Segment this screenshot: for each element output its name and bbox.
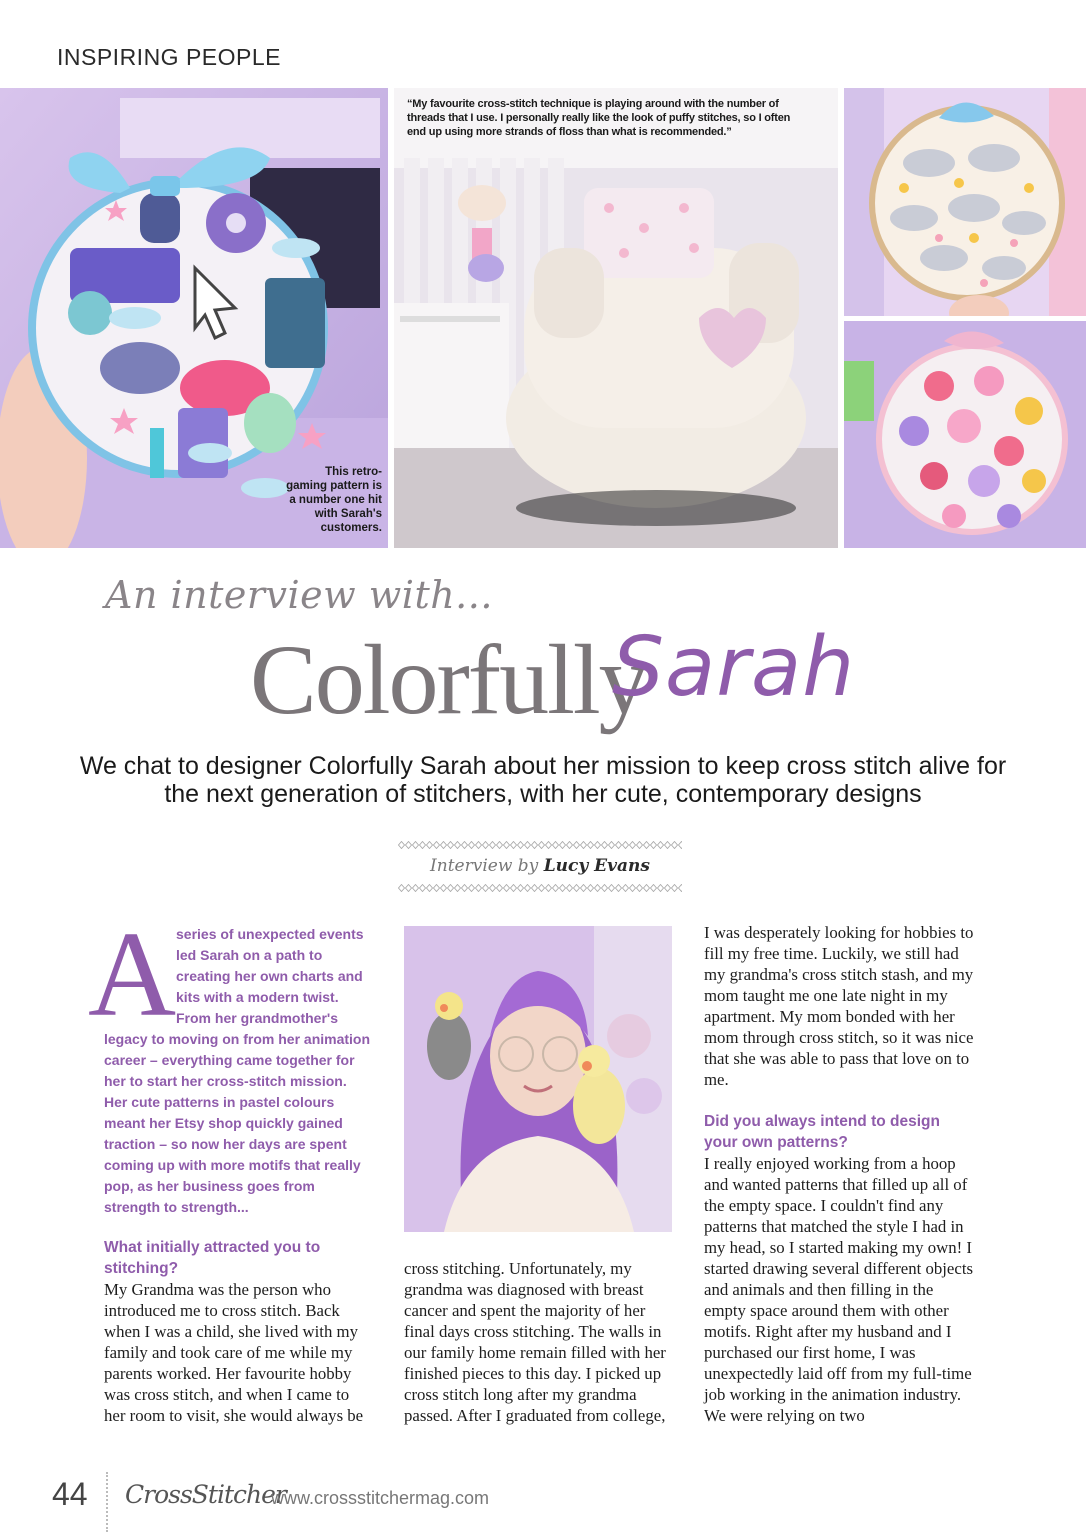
title-name-script: Sarah	[612, 620, 856, 715]
answer-text: cross stitching. Unfortunately, my grandma was diagnosed with breast cancer and spent the majority of her final days cross stitching. The walls in our family home remain filled with her finished pieces to this day. I picked up cross stitch long after my grandma passed. After I graduated from college,	[404, 1259, 666, 1425]
armchair-photo	[394, 88, 838, 548]
body-column-3	[704, 922, 976, 1426]
body-column-1	[104, 1237, 370, 1426]
byline-prefix: Interview by	[430, 856, 539, 876]
answer-text: My Grandma was the person who introduced me to cross stitch. Back when I was a child, she lived with my family and took care of me while my parents worked. Her favourite hobby was cross stitch, and when I came to her room to visit, she would always be	[104, 1280, 364, 1425]
diamond-divider	[398, 841, 682, 849]
title-name: Colorfully	[250, 624, 647, 735]
drop-cap: A	[88, 907, 177, 1042]
standfirst: We chat to designer Colorfully Sarah about her mission to keep cross stitch alive for the next generation of stitchers, with her cute, contemporary designs	[79, 752, 1007, 808]
page-number: 44	[52, 1476, 88, 1512]
cloud-pattern-hoop-photo	[844, 88, 1086, 316]
diamond-divider	[398, 884, 682, 892]
byline-author: Lucy Evans	[543, 856, 650, 876]
flower-pattern-hoop-photo	[844, 321, 1086, 548]
intro-paragraph	[104, 924, 372, 1218]
section-label: INSPIRING PEOPLE	[57, 44, 282, 70]
website-url: www.crossstitchermag.com	[271, 1488, 490, 1508]
byline	[398, 856, 682, 876]
question-heading: What initially attracted you to stitching?	[104, 1239, 321, 1277]
sarah-portrait-photo	[404, 926, 672, 1232]
answer-text: I was desperately looking for hobbies to fill my free time. Luckily, we still had my grandma's cross stitch stash, and my mom taught me one late night in my apartment. My mom bonded with her mom through cross stitch, so it was nice that she was able to pass that love on to me.	[704, 923, 974, 1089]
intro-lead: series of unexpected events led Sarah on a path to creating her own charts and kits with a modern twist. From her grandmother's	[176, 926, 364, 1026]
answer-text: I really enjoyed working from a hoop and wanted patterns that filled up all of the empty space. I couldn't find any patterns that matched the style I had in my head, so I started making my own! I started drawing several different objects and animals and then filling in the empty space around them with other motifs. Right after my husband and I purchased our first home, I was unexpectedly laid off from my full-time job working in the animation industry. We were relying on two	[704, 1154, 974, 1425]
title-kicker: An interview with...	[105, 573, 493, 617]
footer-divider	[106, 1472, 108, 1532]
photo-caption: This retro-gaming pattern is a number one hit with Sarah's customers.	[286, 466, 382, 534]
intro-rest: legacy to moving on from her animation career – everything came together for her to start her cross-stitch mission. Her cute patterns in pastel colours meant her Etsy shop quickly gained traction – so now her days are spent coming up with more motifs that really pop, as her business goes from strength to strength...	[104, 1031, 371, 1215]
pull-quote: “My favourite cross-stitch technique is playing around with the number of threads that I use. I personally really like the look of puffy stitches, so I often end up using more strands of floss than what is recommended.”	[407, 98, 791, 138]
magazine-logo: CrossStitcher	[125, 1480, 286, 1509]
body-column-2	[404, 1258, 676, 1426]
question-heading: Did you always intend to design your own patterns?	[704, 1113, 940, 1151]
